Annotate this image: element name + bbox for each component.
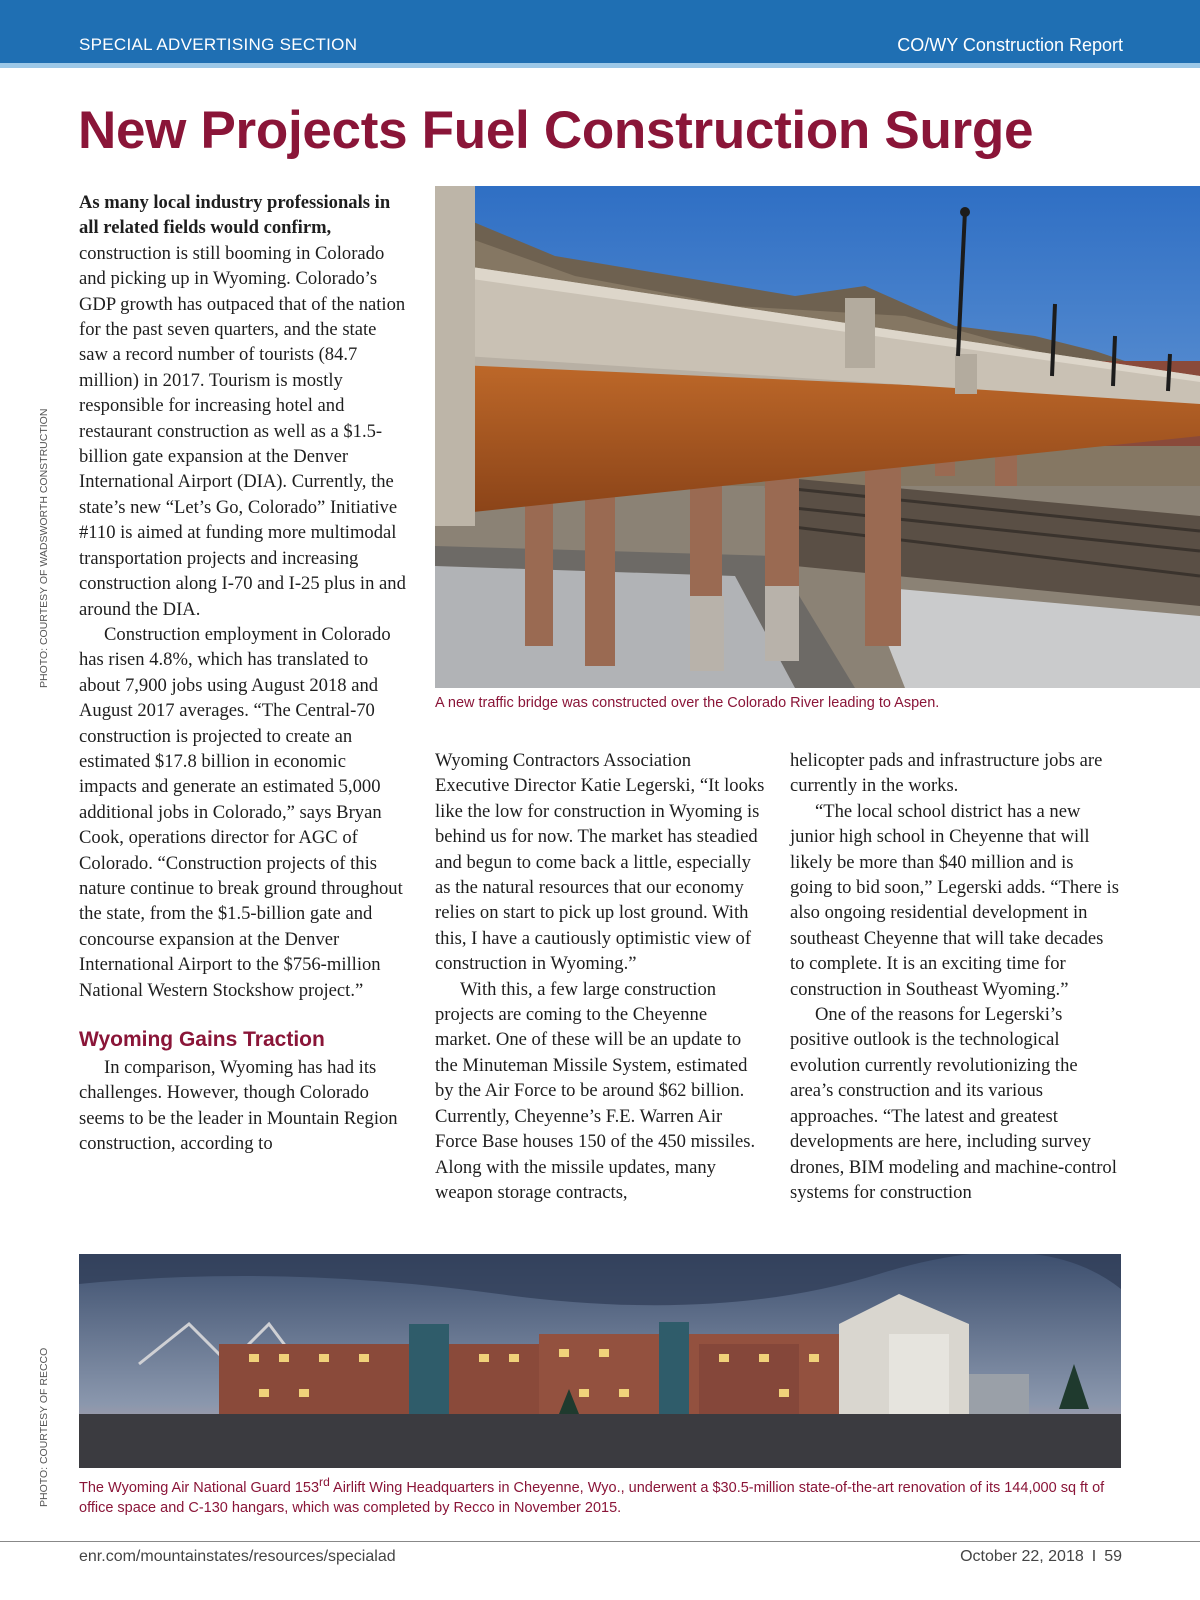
lead-paragraph-text: construction is still booming in Colorado and picking up in Wyoming. Colorado’s GDP growth has outpaced that of the nation for the past seven quarters, and the state saw a record number of tourists (84.7 million) in 2017. Tourism is mostly responsible for increasing hotel and restaurant construction as well as a $1.5-billion gate expansion at the Denver International Airport (DIA). Currently, the state’s new “Let’s Go, Colorado” Initiative #110 is aimed at funding more multimodal transportation projects and increasing construction along I-70 and I-25 plus in and around the DIA. bbox=[79, 242, 406, 620]
page-title: New Projects Fuel Construction Surge bbox=[78, 101, 1034, 160]
report-title: CO/WY Construction Report bbox=[897, 35, 1123, 55]
article-paragraph: helicopter pads and infrastructure jobs are currently in the works. bbox=[790, 750, 1103, 797]
article-paragraph: In comparison, Wyoming has had its challenges. However, though Colorado seems to be the leader in Mountain Region construction, according to bbox=[79, 1057, 398, 1155]
issue-date: October 22, 2018 bbox=[960, 1548, 1084, 1565]
page-number: 59 bbox=[1104, 1548, 1122, 1565]
bridge-photo bbox=[435, 186, 1200, 688]
article-paragraph bbox=[79, 190, 407, 622]
hq-caption bbox=[79, 1472, 1121, 1518]
article-paragraph: One of the reasons for Legerski’s positive outlook is the technological evolution currently revolutionizing the area’s construction and its various approaches. “The latest and greatest developments are here, including survey drones, BIM modeling and machine-control systems for construction bbox=[790, 1004, 1117, 1203]
article-column-1 bbox=[79, 190, 407, 1157]
hq-caption-superscript: rd bbox=[319, 1475, 330, 1489]
hq-photo bbox=[79, 1254, 1121, 1468]
bridge-caption: A new traffic bridge was constructed over the Colorado River leading to Aspen. bbox=[435, 695, 940, 711]
header-rule bbox=[0, 63, 1200, 68]
article-column-3 bbox=[790, 748, 1120, 1205]
article-paragraph: With this, a few large construction projects are coming to the Cheyenne market. One of these will be an update to the Minuteman Missile System, estimated by the Air Force to be around $62 billion. Currently, Cheyenne’s F.E. Warren Air Force Base houses 150 of the 450 missiles. Along with the missile updates, many weapon storage contracts, bbox=[435, 978, 756, 1203]
lead-in: As many local industry professionals in all related fields would confirm, bbox=[79, 192, 391, 239]
subhead: Wyoming Gains Traction bbox=[79, 1028, 325, 1051]
footer-rule bbox=[0, 1541, 1200, 1542]
hq-caption-text: The Wyoming Air National Guard 153 bbox=[79, 1479, 320, 1496]
article-paragraph: Construction employment in Colorado has risen 4.8%, which has translated to about 7,900 jobs using August 2018 and August 2017 averages. “The Central-70 construction is projected to create an estimated $17.8 billion in economic impacts and generate an estimated 5,000 additional jobs in Colorado,” says Bryan Cook, operations director for AGC of Colorado. “Construction projects of this nature continue to break ground throughout the state, from the $1.5-billion gate and concourse expansion at the Denver International Airport to the $756-million National Western Stockshow project.” bbox=[79, 623, 403, 1001]
footer-page-info bbox=[960, 1548, 1122, 1566]
photo-credit-bridge: PHOTO: COURTESY OF WADSWORTH CONSTRUCTION bbox=[38, 408, 50, 688]
hq-caption-text-rest: Airlift Wing Headquarters in Cheyenne, Wyo., underwent a $30.5-million state-of-the-art renovation of its 144,000 sq ft of office space and C-130 hangars, which was completed by Recco in November 2015. bbox=[79, 1479, 1105, 1516]
article-column-2 bbox=[435, 748, 767, 1205]
header-bar bbox=[0, 0, 1200, 66]
footer-separator: I bbox=[1091, 1548, 1097, 1565]
article-paragraph: Wyoming Contractors Association Executive Director Katie Legerski, “It looks like the low for construction in Wyoming is behind us for now. The market has steadied and begun to come back a little, especially as the natural resources that our economy relies on start to pick up lost ground. With this, I have a cautiously optimistic view of construction in Wyoming.” bbox=[435, 750, 765, 975]
footer-url-link[interactable]: enr.com/mountainstates/resources/specialad bbox=[79, 1548, 396, 1565]
article-paragraph: “The local school district has a new junior high school in Cheyenne that will likely be more than $40 million and is going to bid soon,” Legerski adds. “There is also ongoing residential development in southeast Cheyenne that will take decades to complete. It is an exciting time for construction in Southeast Wyoming.” bbox=[790, 800, 1119, 1000]
section-label: SPECIAL ADVERTISING SECTION bbox=[79, 35, 358, 54]
photo-credit-hq: PHOTO: COURTESY OF RECCO bbox=[38, 1347, 50, 1507]
